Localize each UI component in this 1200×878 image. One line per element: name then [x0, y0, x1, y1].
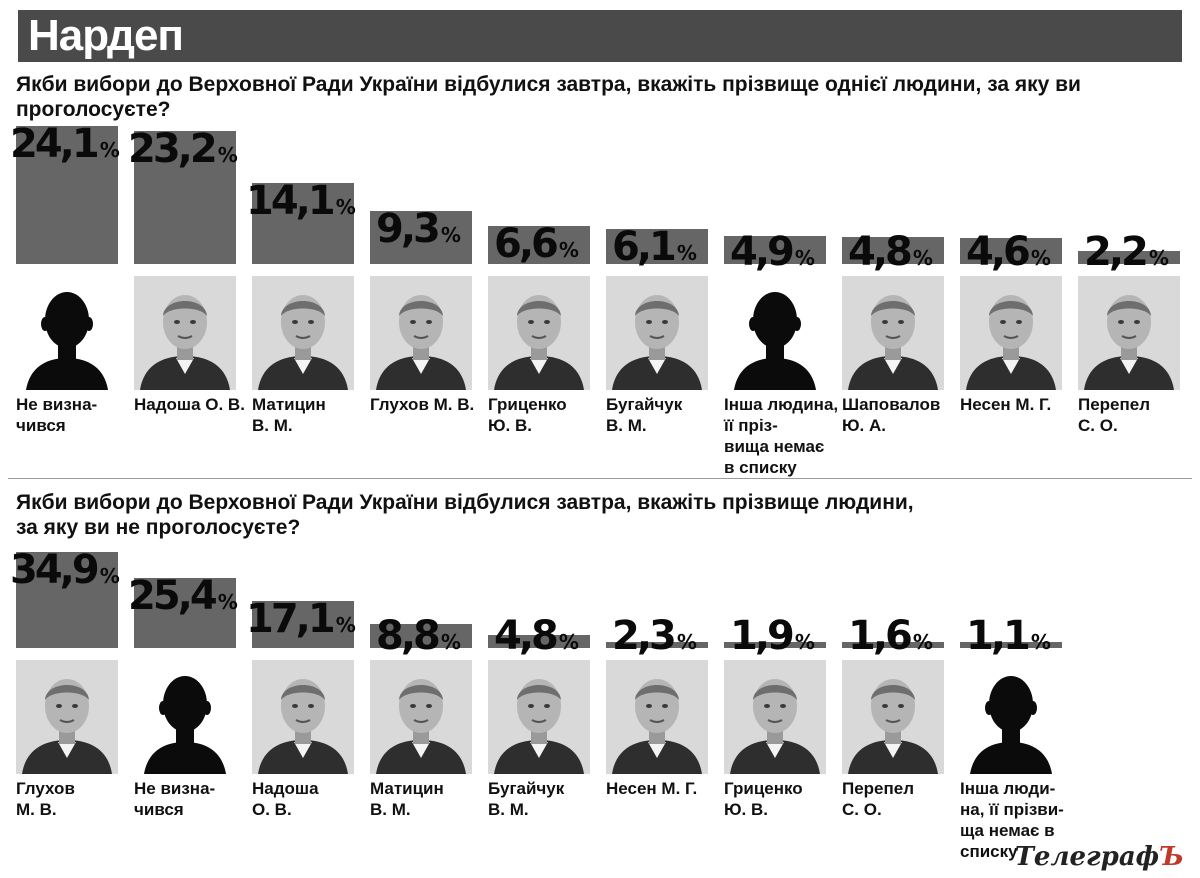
value-label [246, 597, 356, 647]
value-number: 4,9 [730, 229, 792, 275]
silhouette-icon [960, 660, 1062, 774]
value-label [612, 614, 697, 664]
percent-sign: % [1148, 246, 1169, 270]
bar-column [606, 126, 724, 484]
portrait-photo [134, 276, 236, 390]
value-label [10, 122, 120, 172]
portrait-photo [252, 660, 354, 774]
value-label [10, 548, 120, 598]
bar-column [842, 126, 960, 484]
value-number: 14,1 [246, 178, 333, 225]
value-label [494, 222, 579, 272]
portrait-photo [842, 276, 944, 390]
portrait-photo [724, 660, 826, 774]
percent-sign: % [335, 612, 356, 637]
value-label [128, 574, 238, 624]
bar-column [606, 552, 724, 868]
value-label [612, 225, 697, 275]
candidate-name: Інша люди- на, її прізви- ща немає в списку [960, 779, 1064, 861]
value-number: 34,9 [10, 547, 97, 593]
logo-mark: Ъ [1159, 842, 1184, 872]
bar-column [724, 552, 842, 868]
percent-sign: % [217, 143, 238, 168]
value-label [966, 230, 1051, 280]
portrait-photo [606, 276, 708, 390]
title-bar [18, 10, 1182, 62]
value-label [494, 614, 579, 664]
percent-sign: % [1030, 246, 1051, 270]
bar-column [370, 126, 488, 484]
percent-sign: % [99, 138, 120, 162]
portrait-photo [370, 276, 472, 390]
value-number: 1,6 [848, 613, 910, 659]
value-number: 9,3 [376, 205, 438, 252]
value-label [848, 230, 933, 280]
value-number: 1,1 [966, 613, 1028, 659]
candidate-name: Надоша О. В. [252, 779, 319, 819]
value-label [376, 614, 461, 664]
portrait-photo [370, 660, 472, 774]
bar-column [960, 126, 1078, 484]
silhouette-icon [134, 660, 236, 774]
value-number: 4,8 [848, 229, 910, 275]
candidate-name: Гриценко Ю. В. [488, 395, 567, 435]
bar-column [10, 121, 134, 484]
portrait-photo [842, 660, 944, 774]
bar-column [842, 552, 960, 868]
candidate-name: Перепел С. О. [1078, 395, 1151, 435]
percent-sign: % [676, 630, 697, 654]
silhouette-icon [724, 276, 826, 390]
value-label [376, 207, 461, 257]
percent-sign: % [335, 195, 356, 220]
candidate-name: Інша людина, її пріз- вища немає в списку [724, 395, 839, 477]
value-number: 2,2 [1084, 229, 1146, 275]
value-label [730, 230, 815, 280]
percent-sign: % [440, 630, 461, 654]
value-number: 8,8 [376, 613, 438, 659]
candidate-name: Надоша О. В. [134, 395, 245, 414]
silhouette-icon [16, 276, 118, 390]
value-label [128, 127, 238, 177]
value-number: 4,8 [494, 613, 556, 659]
bar-column [488, 126, 606, 484]
value-number: 2,3 [612, 613, 674, 659]
percent-sign: % [794, 630, 815, 654]
bar-column [724, 126, 842, 484]
percent-sign: % [794, 246, 815, 270]
value-number: 25,4 [128, 573, 215, 620]
bar-column [246, 552, 370, 868]
question-vote-for: Якби вибори до Верховної Ради України відбулися завтра, вкажіть прізвище однієї людини, за яку ви проголосуєте? [16, 73, 1081, 121]
value-number: 24,1 [10, 121, 97, 167]
value-number: 1,9 [730, 613, 792, 659]
page-title: Нардеп [28, 11, 184, 60]
percent-sign: % [440, 222, 461, 247]
section-divider [8, 478, 1192, 479]
value-label [966, 614, 1051, 664]
value-number: 17,1 [246, 595, 333, 642]
logo-text: Телеграф [1014, 842, 1160, 872]
value-label [1084, 230, 1169, 280]
portrait-photo [488, 660, 590, 774]
portrait-photo [606, 660, 708, 774]
value-label [246, 179, 356, 229]
candidate-name: Перепел С. О. [842, 779, 915, 819]
percent-sign: % [558, 238, 579, 263]
candidate-name: Не визна- чився [134, 779, 216, 819]
portrait-photo [16, 660, 118, 774]
value-number: 6,1 [612, 224, 674, 271]
portrait-photo [252, 276, 354, 390]
percent-sign: % [676, 241, 697, 266]
bar-column [10, 547, 134, 868]
candidate-name: Несен М. Г. [606, 779, 698, 798]
portrait-photo [1078, 276, 1180, 390]
value-number: 6,6 [494, 221, 556, 268]
candidate-name: Шаповалов Ю. А. [842, 395, 941, 435]
percent-sign: % [217, 590, 238, 615]
candidate-name: Матицин В. М. [252, 395, 326, 435]
portrait-photo [488, 276, 590, 390]
bar-column [488, 552, 606, 868]
candidate-name: Глухов М. В. [16, 779, 75, 819]
value-number: 23,2 [128, 126, 215, 173]
percent-sign: % [1030, 630, 1051, 654]
bar-column [960, 552, 1078, 868]
question-vote-against: Якби вибори до Верховної Ради України відбулися завтра, вкажіть прізвище людини, за яку ви не проголосуєте? [16, 491, 914, 539]
percent-sign: % [99, 564, 120, 588]
candidate-name: Гриценко Ю. В. [724, 779, 803, 819]
percent-sign: % [912, 246, 933, 270]
candidate-name: Не визна- чився [16, 395, 98, 435]
portrait-photo [960, 276, 1062, 390]
candidate-name: Бугайчук В. М. [488, 779, 565, 819]
value-number: 4,6 [966, 229, 1028, 275]
bar-column [246, 126, 370, 484]
percent-sign: % [912, 630, 933, 654]
publisher-logo [1015, 842, 1184, 872]
percent-sign: % [558, 630, 579, 654]
bar-column [370, 552, 488, 868]
candidate-name: Несен М. Г. [960, 395, 1052, 414]
bar-column [128, 552, 252, 868]
candidate-name: Бугайчук В. М. [606, 395, 683, 435]
candidate-name: Глухов М. В. [370, 395, 475, 414]
bar-column [128, 126, 252, 484]
bar-column [1078, 126, 1196, 484]
value-label [730, 614, 815, 664]
value-label [848, 614, 933, 664]
candidate-name: Матицин В. М. [370, 779, 444, 819]
